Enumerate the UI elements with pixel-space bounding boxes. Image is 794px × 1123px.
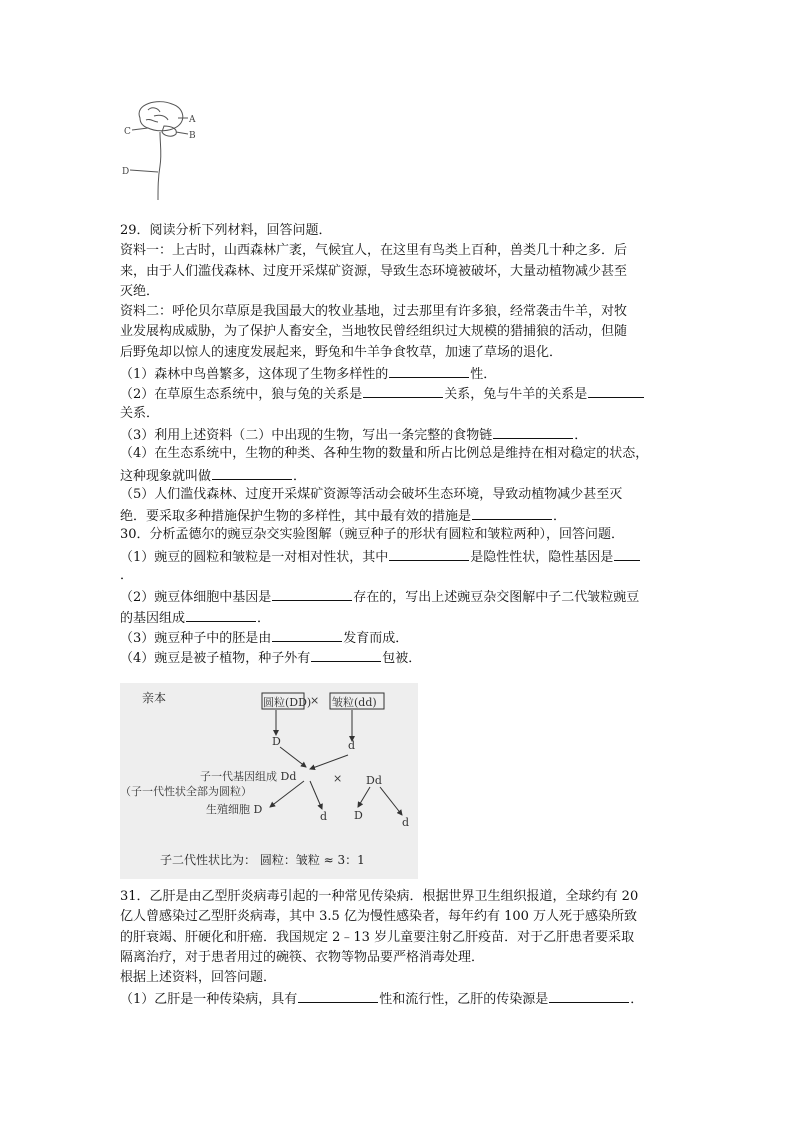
- germ-d2: d: [402, 816, 410, 829]
- q31-line4: 隔离治疗，对于患者用过的碗筷、衣物等物品要严格消毒处理．: [120, 949, 485, 965]
- answer-blank[interactable]: [363, 383, 443, 398]
- arrow-d-to-f1: [310, 755, 348, 769]
- parent-wrinkled: 皱粒(dd): [332, 696, 377, 709]
- brain-outline: [139, 102, 183, 131]
- answer-blank[interactable]: [549, 988, 629, 1003]
- q29-material2-line2: 业发展构成威胁，为了保护人畜安全，当地牧民曾经组织过大规模的猎捕狼的活动，但随: [120, 324, 628, 340]
- q31-line2: 亿人曾感染过乙型肝炎病毒，其中 3.5 亿为慢性感染者，每年约有 100 万人死于感染所致: [120, 909, 638, 925]
- q30-title: 30．分析孟德尔的豌豆杂交实验图解（豌豆种子的形状有圆粒和皱粒两种），回答问题．: [120, 527, 625, 543]
- q29-sub2: （2）在草原生态系统中，狼与兔的关系是 关系，兔与牛羊的关系是: [120, 383, 680, 403]
- answer-blank[interactable]: [298, 988, 378, 1003]
- label-a: A: [189, 115, 196, 125]
- label-d: D: [122, 167, 130, 177]
- parent-round: 圆粒(DD): [263, 696, 312, 709]
- q31-line3: 的肝衰竭、肝硬化和肝癌．我国规定 2﹣13 岁儿童要注射乙肝疫苗．对于乙肝患者要采取: [120, 929, 635, 945]
- pea-cross-diagram: [120, 683, 418, 879]
- q30-sub4: （4）豌豆是被子植物，种子外有 包被．: [120, 647, 680, 667]
- questions-29-30: [120, 221, 680, 668]
- q31-sub1: （1）乙肝是一种传染病，具有 性和流行性，乙肝的传染源是 ．: [120, 988, 680, 1008]
- q29-material2-line1: 资料二：呼伦贝尔草原是我国最大的牧业基地，过去那里有许多狼，经常袭击牛羊，对牧: [120, 304, 628, 320]
- answer-blank[interactable]: [472, 505, 552, 520]
- answer-blank[interactable]: [614, 546, 640, 561]
- parent-cross-symbol: ×: [310, 694, 320, 707]
- brain-folds: [146, 108, 168, 122]
- q30-sub2: （2）豌豆体细胞中基因是 存在的，写出上述豌豆杂交图解中子二代皱粒豌豆: [120, 586, 680, 606]
- q29-sub2-cont: 关系．: [120, 405, 160, 421]
- q29-sub5-cont: 绝．要采取多种措施保护生物的多样性，其中最有效的措施是 ．: [120, 505, 680, 525]
- q31-line5: 根据上述资料，回答问题．: [120, 970, 277, 986]
- f1-other-genotype: Dd: [366, 774, 382, 787]
- answer-blank[interactable]: [186, 607, 256, 622]
- germ-cell-label: 生殖细胞 D: [206, 803, 263, 816]
- f2-ratio: 子二代性状比为： 圆粒：皱粒 ≈ 3：1: [160, 853, 365, 867]
- answer-blank[interactable]: [389, 363, 469, 378]
- answer-blank[interactable]: [272, 586, 352, 601]
- answer-blank[interactable]: [212, 465, 292, 480]
- pointer-c: [132, 128, 148, 130]
- label-c: C: [124, 127, 131, 137]
- question-31: [120, 887, 680, 1009]
- q29-material1-line2: 来，由于人们滥伐森林、过度开采煤矿资源，导致生态环境被破坏，大量动植物减少甚至: [120, 263, 628, 279]
- spinal-cord: [158, 132, 161, 200]
- q29-sub1: （1）森林中鸟兽繁多，这体现了生物多样性的 性．: [120, 363, 680, 383]
- answer-blank[interactable]: [588, 383, 644, 398]
- arrow-D-to-f1: [280, 747, 306, 767]
- q29-sub3: （3）利用上述资料（二）中出现的生物，写出一条完整的食物链 ．: [120, 424, 680, 444]
- q29-material1-line3: 灭绝．: [120, 283, 160, 299]
- q29-sub5: （5）人们滥伐森林、过度开采煤矿资源等活动会破坏生态环境，导致动植物减少甚至灭: [120, 486, 623, 502]
- f1-cross-symbol: ×: [333, 772, 343, 785]
- answer-blank[interactable]: [389, 546, 469, 561]
- q29-sub4-cont: 这种现象就叫做 ．: [120, 465, 680, 485]
- germ-D2: D: [354, 809, 363, 822]
- q30-sub3: （3）豌豆种子中的胚是由 发育而成．: [120, 627, 680, 647]
- brain-spinal-cord-figure: [118, 96, 202, 200]
- pointer-d: [130, 170, 158, 172]
- f1-phenotype-note: （子一代性状全部为圆粒）: [120, 785, 252, 798]
- germ-d1: d: [320, 810, 328, 823]
- gamete-D: D: [272, 735, 281, 748]
- arrow-f1-to-germ-D: [270, 781, 304, 807]
- q30-sub1: （1）豌豆的圆粒和皱粒是一对相对性状，其中 是隐性性状，隐性基因是: [120, 546, 680, 566]
- q30-sub2-cont: 的基因组成 ．: [120, 607, 680, 627]
- answer-blank[interactable]: [272, 627, 342, 642]
- q29-material2-line3: 后野兔却以惊人的速度发展起来，野兔和牛羊争食牧草，加速了草场的退化．: [120, 344, 563, 360]
- arrow-f1other-to-d: [380, 787, 402, 815]
- q29-sub4: （4）在生态系统中，生物的种类、各种生物的数量和所占比例总是维持在相对稳定的状态，: [120, 446, 649, 462]
- label-b: B: [189, 131, 196, 141]
- q29-material1-line1: 资料一：上古时，山西森林广袤，气候宜人，在这里有鸟类上百种，兽类几十种之多．后: [120, 243, 628, 259]
- f1-genotype-label: 子一代基因组成 Dd: [200, 770, 297, 783]
- arrow-f1-to-germ-d: [310, 781, 322, 809]
- q31-line1: 31．乙肝是由乙型肝炎病毒引起的一种常见传染病．根据世界卫生组织报道，全球约有 20: [120, 889, 639, 904]
- answer-blank[interactable]: [311, 647, 381, 662]
- arrow-f1other-to-D: [358, 787, 370, 807]
- pointer-b: [176, 132, 188, 134]
- answer-blank[interactable]: [493, 424, 573, 439]
- gamete-d: d: [348, 739, 356, 752]
- q29-title: 29．阅读分析下列材料，回答问题．: [120, 223, 332, 238]
- parent-label: 亲本: [142, 691, 167, 705]
- q30-sub1-cont: ．: [120, 568, 134, 584]
